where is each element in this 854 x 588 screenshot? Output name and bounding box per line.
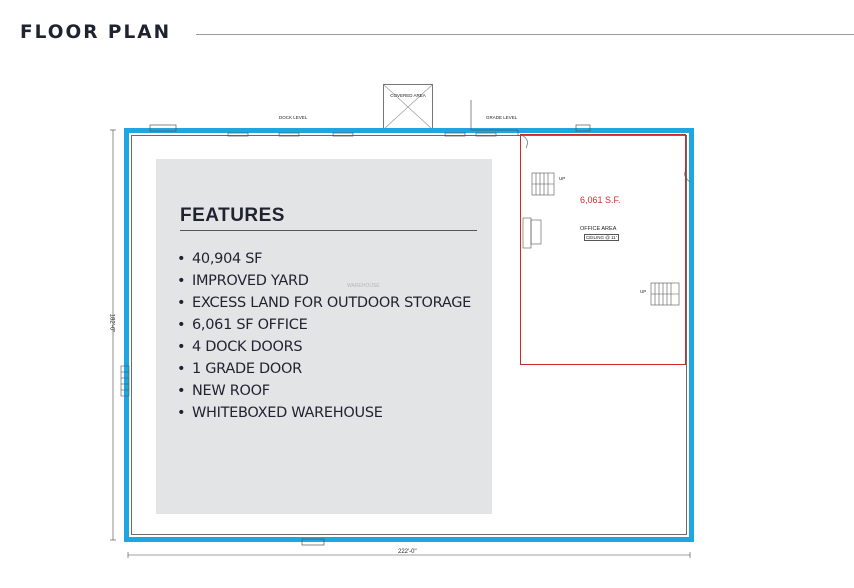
features-heading: FEATURES (180, 205, 285, 226)
door-marker (150, 125, 176, 131)
office-ceiling-label: CEILING @ 11' (586, 235, 617, 240)
door-marker (302, 539, 324, 545)
office-sf-label: 6,061 S.F. (580, 195, 621, 205)
covered-area-label: COVERED AREA (390, 93, 426, 98)
feature-item: • EXCESS LAND FOR OUTDOOR STORAGE (177, 292, 471, 314)
grade-level-label: GRADE LEVEL (486, 115, 518, 120)
feature-item: • 6,061 SF OFFICE (177, 314, 471, 336)
restroom-block (523, 218, 531, 248)
door-marker (576, 125, 590, 131)
feature-item: • NEW ROOF (177, 380, 471, 402)
depth-dimension: 182'-0" (108, 313, 115, 333)
grade-door (476, 133, 496, 136)
warehouse-watermark: WAREHOUSE (347, 283, 380, 289)
dock-door (445, 133, 465, 136)
office-area-label: OFFICE AREA (580, 226, 617, 232)
dock-door (279, 133, 299, 136)
stair (121, 366, 129, 396)
dock-door (228, 133, 248, 136)
feature-item: • 4 DOCK DOORS (177, 336, 471, 358)
stair-up-label: UP (640, 289, 647, 294)
door-swing (523, 136, 527, 148)
feature-item: • 1 GRADE DOOR (177, 358, 471, 380)
restroom-block (531, 220, 541, 244)
page-title: FLOOR PLAN (20, 22, 172, 43)
dock-door (333, 133, 353, 136)
stair-up-label: UP (559, 176, 566, 181)
feature-item: • IMPROVED YARD (177, 270, 471, 292)
width-dimension: 222'-0" (398, 549, 417, 555)
feature-item: • 40,904 SF (177, 248, 471, 270)
door-swing (685, 170, 690, 182)
dock-level-label: DOCK LEVEL (279, 115, 308, 120)
feature-item: • WHITEBOXED WAREHOUSE (177, 402, 471, 424)
